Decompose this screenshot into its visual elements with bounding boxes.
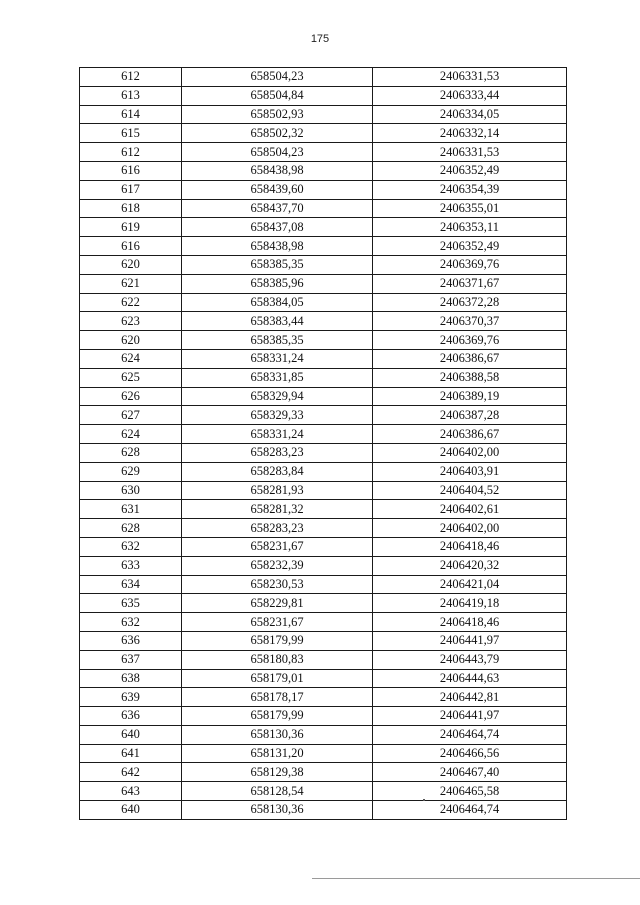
table-row xyxy=(80,725,567,744)
x-coordinate-cell: 658179,99 xyxy=(182,707,373,726)
table-row xyxy=(80,237,567,256)
y-coordinate-cell: 2406465,58 xyxy=(373,782,567,801)
point-number-cell: 616 xyxy=(80,161,182,180)
table-row xyxy=(80,387,567,406)
point-number-cell: 637 xyxy=(80,650,182,669)
table-row xyxy=(80,763,567,782)
x-coordinate-cell: 658385,35 xyxy=(182,331,373,350)
x-coordinate-cell: 658179,01 xyxy=(182,669,373,688)
x-coordinate-cell: 658231,67 xyxy=(182,613,373,632)
y-coordinate-cell: 2406354,39 xyxy=(373,180,567,199)
point-number-cell: 640 xyxy=(80,725,182,744)
x-coordinate-cell: 658437,08 xyxy=(182,218,373,237)
x-coordinate-cell: 658438,98 xyxy=(182,237,373,256)
table-row xyxy=(80,575,567,594)
y-coordinate-cell: 2406464,74 xyxy=(373,725,567,744)
y-coordinate-cell: 2406444,63 xyxy=(373,669,567,688)
table-row xyxy=(80,707,567,726)
table-row xyxy=(80,650,567,669)
y-coordinate-cell: 2406352,49 xyxy=(373,161,567,180)
table-row xyxy=(80,594,567,613)
point-number-cell: 620 xyxy=(80,255,182,274)
point-number-cell: 629 xyxy=(80,462,182,481)
table-row xyxy=(80,218,567,237)
y-coordinate-cell: 2406369,76 xyxy=(373,255,567,274)
table-row xyxy=(80,255,567,274)
x-coordinate-cell: 658437,70 xyxy=(182,199,373,218)
table-row xyxy=(80,782,567,801)
x-coordinate-cell: 658232,39 xyxy=(182,556,373,575)
y-coordinate-cell: 2406421,04 xyxy=(373,575,567,594)
point-number-cell: 623 xyxy=(80,312,182,331)
y-coordinate-cell: 2406441,97 xyxy=(373,631,567,650)
table-row xyxy=(80,801,567,820)
y-coordinate-cell: 2406333,44 xyxy=(373,86,567,105)
x-coordinate-cell: 658385,35 xyxy=(182,255,373,274)
y-coordinate-cell: 2406442,81 xyxy=(373,688,567,707)
x-coordinate-cell: 658438,98 xyxy=(182,161,373,180)
point-number-cell: 628 xyxy=(80,519,182,538)
point-number-cell: 627 xyxy=(80,406,182,425)
y-coordinate-cell: 2406370,37 xyxy=(373,312,567,331)
point-number-cell: 624 xyxy=(80,425,182,444)
table-row xyxy=(80,481,567,500)
y-coordinate-cell: 2406353,11 xyxy=(373,218,567,237)
table-row xyxy=(80,331,567,350)
point-number-cell: 619 xyxy=(80,218,182,237)
point-number-cell: 621 xyxy=(80,274,182,293)
x-coordinate-cell: 658129,38 xyxy=(182,763,373,782)
y-coordinate-cell: 2406388,58 xyxy=(373,368,567,387)
x-coordinate-cell: 658178,17 xyxy=(182,688,373,707)
x-coordinate-cell: 658179,99 xyxy=(182,631,373,650)
y-coordinate-cell: 2406332,14 xyxy=(373,124,567,143)
x-coordinate-cell: 658130,36 xyxy=(182,801,373,820)
table-row xyxy=(80,669,567,688)
x-coordinate-cell: 658283,84 xyxy=(182,462,373,481)
table-row xyxy=(80,368,567,387)
x-coordinate-cell: 658504,84 xyxy=(182,86,373,105)
x-coordinate-cell: 658281,32 xyxy=(182,500,373,519)
table-row xyxy=(80,105,567,124)
table-row xyxy=(80,161,567,180)
table-row xyxy=(80,312,567,331)
x-coordinate-cell: 658385,96 xyxy=(182,274,373,293)
table-row xyxy=(80,274,567,293)
table-row xyxy=(80,349,567,368)
y-coordinate-cell: 2406402,00 xyxy=(373,519,567,538)
point-number-cell: 641 xyxy=(80,744,182,763)
table-row xyxy=(80,143,567,162)
y-coordinate-cell: 2406355,01 xyxy=(373,199,567,218)
x-coordinate-cell: 658128,54 xyxy=(182,782,373,801)
y-coordinate-cell: 2406403,91 xyxy=(373,462,567,481)
y-coordinate-cell: 2406386,67 xyxy=(373,425,567,444)
coordinates-table xyxy=(79,67,567,820)
table-row xyxy=(80,613,567,632)
x-coordinate-cell: 658331,24 xyxy=(182,425,373,444)
point-number-cell: 640 xyxy=(80,801,182,820)
x-coordinate-cell: 658329,94 xyxy=(182,387,373,406)
y-coordinate-cell: 2406372,28 xyxy=(373,293,567,312)
y-coordinate-cell: 2406387,28 xyxy=(373,406,567,425)
x-coordinate-cell: 658331,24 xyxy=(182,349,373,368)
x-coordinate-cell: 658283,23 xyxy=(182,519,373,538)
point-number-cell: 614 xyxy=(80,105,182,124)
x-coordinate-cell: 658229,81 xyxy=(182,594,373,613)
table-row xyxy=(80,425,567,444)
table-row xyxy=(80,631,567,650)
x-coordinate-cell: 658283,23 xyxy=(182,443,373,462)
y-coordinate-cell: 2406331,53 xyxy=(373,143,567,162)
point-number-cell: 634 xyxy=(80,575,182,594)
y-coordinate-cell: 2406352,49 xyxy=(373,237,567,256)
y-coordinate-cell: 2406466,56 xyxy=(373,744,567,763)
table-row xyxy=(80,537,567,556)
table-row xyxy=(80,124,567,143)
page-number: 175 xyxy=(310,33,330,45)
point-number-cell: 635 xyxy=(80,594,182,613)
y-coordinate-cell: 2406418,46 xyxy=(373,613,567,632)
y-coordinate-cell: 2406420,32 xyxy=(373,556,567,575)
x-coordinate-cell: 658130,36 xyxy=(182,725,373,744)
x-coordinate-cell: 658231,67 xyxy=(182,537,373,556)
point-number-cell: 613 xyxy=(80,86,182,105)
point-number-cell: 628 xyxy=(80,443,182,462)
point-number-cell: 638 xyxy=(80,669,182,688)
point-number-cell: 636 xyxy=(80,707,182,726)
point-number-cell: 622 xyxy=(80,293,182,312)
x-coordinate-cell: 658384,05 xyxy=(182,293,373,312)
point-number-cell: 615 xyxy=(80,124,182,143)
x-coordinate-cell: 658180,83 xyxy=(182,650,373,669)
table-row xyxy=(80,519,567,538)
x-coordinate-cell: 658504,23 xyxy=(182,143,373,162)
point-number-cell: 616 xyxy=(80,237,182,256)
point-number-cell: 612 xyxy=(80,68,182,87)
point-number-cell: 612 xyxy=(80,143,182,162)
table-row xyxy=(80,293,567,312)
table-row xyxy=(80,500,567,519)
table-row xyxy=(80,86,567,105)
y-coordinate-cell: 2406419,18 xyxy=(373,594,567,613)
x-coordinate-cell: 658383,44 xyxy=(182,312,373,331)
x-coordinate-cell: 658131,20 xyxy=(182,744,373,763)
y-coordinate-cell: 2406371,67 xyxy=(373,274,567,293)
table-row xyxy=(80,556,567,575)
point-number-cell: 631 xyxy=(80,500,182,519)
x-coordinate-cell: 658329,33 xyxy=(182,406,373,425)
y-coordinate-cell: 2406464,74 xyxy=(373,801,567,820)
point-number-cell: 642 xyxy=(80,763,182,782)
y-coordinate-cell: 2406389,19 xyxy=(373,387,567,406)
table-row xyxy=(80,462,567,481)
point-number-cell: 625 xyxy=(80,368,182,387)
point-number-cell: 630 xyxy=(80,481,182,500)
point-number-cell: 626 xyxy=(80,387,182,406)
y-coordinate-cell: 2406404,52 xyxy=(373,481,567,500)
point-number-cell: 636 xyxy=(80,631,182,650)
x-coordinate-cell: 658331,85 xyxy=(182,368,373,387)
y-coordinate-cell: 2406386,67 xyxy=(373,349,567,368)
y-coordinate-cell: 2406402,61 xyxy=(373,500,567,519)
y-coordinate-cell: 2406402,00 xyxy=(373,443,567,462)
y-coordinate-cell: 2406331,53 xyxy=(373,68,567,87)
point-number-cell: 643 xyxy=(80,782,182,801)
y-coordinate-cell: 2406443,79 xyxy=(373,650,567,669)
table-row xyxy=(80,180,567,199)
x-coordinate-cell: 658281,93 xyxy=(182,481,373,500)
table-row xyxy=(80,199,567,218)
point-number-cell: 617 xyxy=(80,180,182,199)
y-coordinate-cell: 2406334,05 xyxy=(373,105,567,124)
point-number-cell: 632 xyxy=(80,537,182,556)
table-row xyxy=(80,744,567,763)
table-row xyxy=(80,688,567,707)
x-coordinate-cell: 658504,23 xyxy=(182,68,373,87)
y-coordinate-cell: 2406467,40 xyxy=(373,763,567,782)
table-row xyxy=(80,68,567,87)
y-coordinate-cell: 2406441,97 xyxy=(373,707,567,726)
table-row xyxy=(80,406,567,425)
point-number-cell: 618 xyxy=(80,199,182,218)
point-number-cell: 620 xyxy=(80,331,182,350)
y-coordinate-cell: 2406418,46 xyxy=(373,537,567,556)
point-number-cell: 639 xyxy=(80,688,182,707)
point-number-cell: 632 xyxy=(80,613,182,632)
x-coordinate-cell: 658502,32 xyxy=(182,124,373,143)
x-coordinate-cell: 658502,93 xyxy=(182,105,373,124)
x-coordinate-cell: 658439,60 xyxy=(182,180,373,199)
table-row xyxy=(80,443,567,462)
point-number-cell: 633 xyxy=(80,556,182,575)
y-coordinate-cell: 2406369,76 xyxy=(373,331,567,350)
coordinates-table-body xyxy=(80,68,567,820)
scan-speck xyxy=(423,799,425,801)
scan-edge-line xyxy=(312,878,640,879)
x-coordinate-cell: 658230,53 xyxy=(182,575,373,594)
point-number-cell: 624 xyxy=(80,349,182,368)
